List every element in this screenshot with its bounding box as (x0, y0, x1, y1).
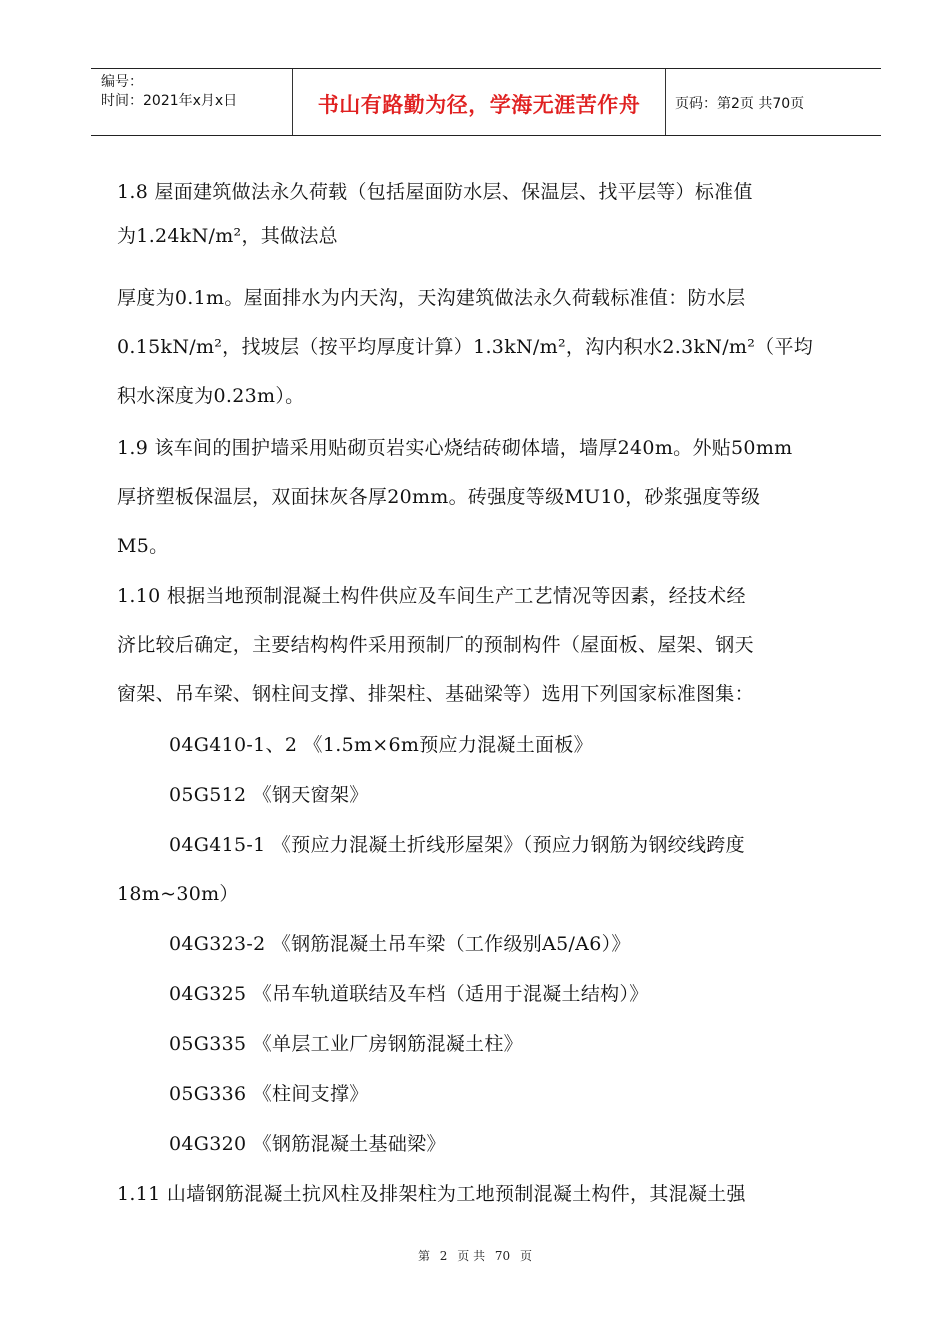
footer-total-pages: 70 (494, 1249, 511, 1263)
text-line-std-7: 05G336 《柱间支撑》 (169, 1083, 369, 1105)
text-line-std-5: 04G325 《吊车轨道联结及车档（适用于混凝土结构）》 (169, 983, 649, 1005)
header-number-label: 编号： (101, 74, 143, 90)
text-line-p1-8-e: 积水深度为0.23m）。 (117, 385, 305, 407)
text-line-p1-9-c: M5。 (117, 535, 169, 557)
header-motto: 书山有路勤为径，学海无涯苦作舟 (317, 93, 641, 117)
text-line-p1-10-a: 1.10 根据当地预制混凝土构件供应及车间生产工艺情况等因素，经技术经 (117, 585, 746, 607)
text-line-p1-11-a: 1.11 山墙钢筋混凝土抗风柱及排架柱为工地预制混凝土构件，其混凝土强 (117, 1183, 746, 1205)
text-line-p1-8-a: 1.8 屋面建筑做法永久荷载（包括屋面防水层、保温层、找平层等）标准值 (117, 181, 753, 203)
page-footer (0, 1247, 950, 1264)
page-header (91, 68, 881, 136)
text-line-p1-10-b: 济比较后确定，主要结构构件采用预制厂的预制构件（屋面板、屋架、钢天 (117, 634, 754, 656)
text-line-std-3: 04G415-1 《预应力混凝土折线形屋架》（预应力钢筋为钢绞线跨度 (169, 834, 745, 856)
text-line-std-4: 04G323-2 《钢筋混凝土吊车梁（工作级别A5/A6）》 (169, 933, 631, 955)
text-line-p1-8-b: 为1.24kN/m²，其做法总 (117, 225, 338, 247)
text-line-std-8: 04G320 《钢筋混凝土基础梁》 (169, 1133, 446, 1155)
text-line-std-3b: 18m~30m） (117, 883, 239, 905)
text-line-std-2: 05G512 《钢天窗架》 (169, 784, 369, 806)
text-line-p1-9-a: 1.9 该车间的围护墙采用贴砌页岩实心烧结砖砌体墙，墙厚240m。外贴50mm (117, 437, 793, 459)
text-line-p1-8-c: 厚度为0.1m。屋面排水为内天沟，天沟建筑做法永久荷载标准值：防水层 (117, 287, 746, 309)
header-meta (101, 73, 291, 111)
footer-suffix: 页 (520, 1249, 533, 1263)
text-line-p1-9-b: 厚挤塑板保温层，双面抹灰各厚20mm。砖强度等级MU10，砂浆强度等级 (117, 486, 761, 508)
header-divider-right (665, 69, 666, 135)
footer-page-number: 2 (439, 1249, 448, 1263)
text-line-p1-8-d: 0.15kN/m²，找坡层（按平均厚度计算）1.3kN/m²，沟内积水2.3kN/m²（平均 (117, 336, 814, 358)
header-page-label: 页码：第2页 共70页 (675, 96, 805, 112)
footer-mid: 页 共 (457, 1249, 486, 1263)
header-divider-left (292, 69, 293, 135)
footer-prefix: 第 (417, 1249, 430, 1263)
header-time-label: 时间：2021年x月x日 (101, 93, 238, 109)
text-line-std-6: 05G335 《单层工业厂房钢筋混凝土柱》 (169, 1033, 523, 1055)
text-line-p1-10-c: 窗架、吊车梁、钢柱间支撑、排架柱、基础梁等）选用下列国家标准图集： (117, 683, 754, 705)
text-line-std-1: 04G410-1、2 《1.5m×6m预应力混凝土面板》 (169, 734, 593, 756)
